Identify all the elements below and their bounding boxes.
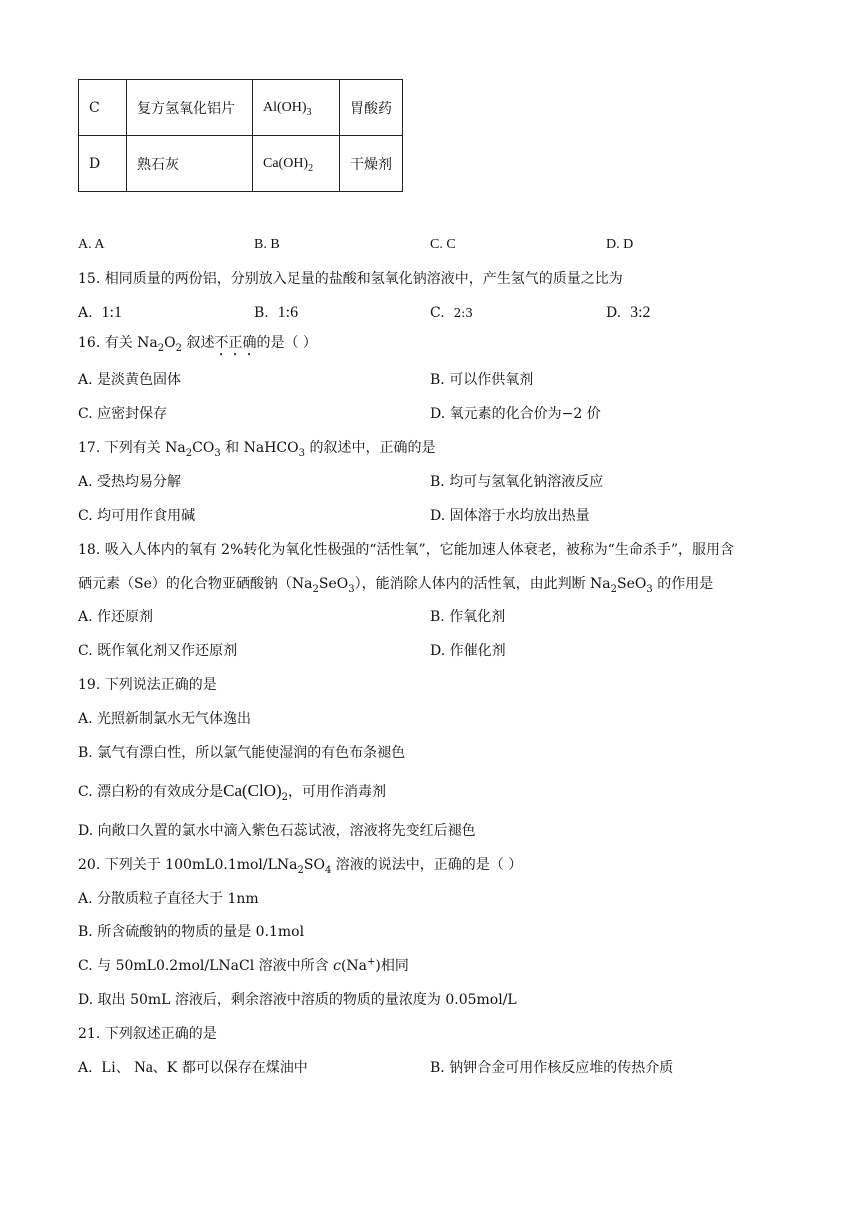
table-cell-name: 熟石灰 xyxy=(127,136,253,192)
table-cell-use: 干燥剂 xyxy=(340,136,403,192)
q17-option-c: C. 均可用作食用碱 xyxy=(78,508,196,524)
q18-option-d: D. 作催化剂 xyxy=(430,643,506,659)
q16-option-a: A. 是淡黄色固体 xyxy=(78,372,182,388)
table-cell-use: 胃酸药 xyxy=(340,80,403,136)
q17-option-d: D. 固体溶于水均放出热量 xyxy=(430,508,590,524)
table-cell-letter: C xyxy=(79,80,127,136)
q15-stem: 15. 相同质量的两份铝，分别放入足量的盐酸和氢氧化钠溶液中，产生氢气的质量之比为 xyxy=(78,271,623,287)
q15-option-d: D. 3:2 xyxy=(606,304,651,321)
q18-option-b: B. 作氧化剂 xyxy=(430,609,506,625)
q18-option-a: A. 作还原剂 xyxy=(78,609,154,625)
q20-option-b: B. 所含硫酸钠的物质的量是 0.1mol xyxy=(78,924,305,940)
q18-stem-line1: 18. 吸入人体内的氧有 2%转化为氧化性极强的“活性氧”，它能加速人体衰老，被称为“生命杀手”，服用含 xyxy=(78,542,735,558)
q15-option-c: C. 2:3 xyxy=(430,305,473,321)
q21-option-b: B. 钠钾合金可用作核反应堆的传热介质 xyxy=(430,1060,674,1076)
q18-option-c: C. 既作氧化剂又作还原剂 xyxy=(78,643,238,659)
table-cell-name: 复方氢氧化铝片 xyxy=(127,80,253,136)
q16-option-c: C. 应密封保存 xyxy=(78,406,168,422)
table-cell-formula: $Al(OH)_3$ xyxy=(253,80,340,136)
q15-option-b: B. 1:6 xyxy=(254,304,299,321)
q21-stem: 21. 下列叙述正确的是 xyxy=(78,1026,217,1042)
q14-option-a: A. A xyxy=(78,237,105,252)
q19-option-b: B. 氯气有漂白性，所以氯气能使湿润的有色布条褪色 xyxy=(78,745,406,761)
q16-option-b: B. 可以作供氧剂 xyxy=(430,372,534,388)
q18-stem-line2: 硒元素（Se）的化合物亚硒酸钠$(Na_2SeO_3)$，能消除人体内的活性氧，由此判断 $Na_2SeO_3$ 的作用是 xyxy=(78,576,714,595)
q20-option-c: C. 与 50mL0.2mol/LNaCl 溶液中所含 c(Na+)相同 xyxy=(78,956,409,974)
q17-stem: 17. 下列有关 $Na_2CO_3$ 和 NaHCO$_3$ 的叙述中，正确的是 xyxy=(78,440,436,459)
table-row xyxy=(79,136,403,192)
options-table xyxy=(78,79,403,192)
q16-stem: 16. 有关 $Na_2O_2$ 叙述不正确的是（ ） xyxy=(78,335,317,354)
q21-option-a: A. Li、 Na、K 都可以保存在煤油中 xyxy=(78,1059,308,1076)
table-cell-formula: $Ca(OH)_2$ xyxy=(253,136,340,192)
table-row xyxy=(79,80,403,136)
table-cell-letter: D xyxy=(79,136,127,192)
q19-option-d: D. 向敞口久置的氯水中滴入紫色石蕊试液，溶液将先变红后褪色 xyxy=(78,823,476,839)
q20-stem: 20. 下列关于 $100mL0.1mol/LNa_2SO_4$ 溶液的说法中，正确的是（ ） xyxy=(78,857,523,876)
q19-option-c: C. 漂白粉的有效成分是$Ca(ClO)_2$，可用作消毒剂 xyxy=(78,781,387,803)
q20-option-d: D. 取出 50mL 溶液后，剩余溶液中溶质的物质的量浓度为 0.05mol/L xyxy=(78,992,517,1008)
q14-option-b: B. B xyxy=(254,237,280,252)
q20-option-a: A. 分散质粒子直径大于 1nm xyxy=(78,891,259,907)
q15-option-a: A. 1:1 xyxy=(78,304,122,321)
q19-stem: 19. 下列说法正确的是 xyxy=(78,677,217,693)
q17-option-a: A. 受热均易分解 xyxy=(78,474,182,490)
q14-option-d: D. D xyxy=(606,237,634,252)
q19-option-a: A. 光照新制氯水无气体逸出 xyxy=(78,711,252,727)
q14-option-c: C. C xyxy=(430,237,456,252)
q16-option-d: D. 氧元素的化合价为−2 价 xyxy=(430,406,601,422)
q17-option-b: B. 均可与氢氧化钠溶液反应 xyxy=(430,474,604,490)
